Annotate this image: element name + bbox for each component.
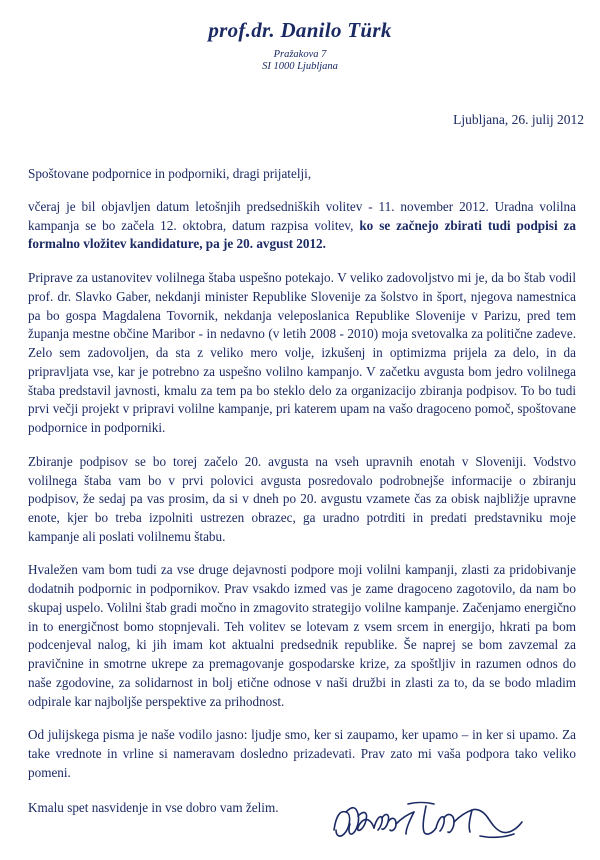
paragraph-text: Zbiranje podpisov se bo torej začelo 20. avgusta na vseh upravnih enotah v Sloveniji. Vodstvo volilnega štaba vam bo v prvi polovici avgusta posredovalo podrobnejše informacije o zbiranju podpisov, že sedaj pa vas prosim, da si v dneh po 20. avgustu vzamete čas za obisk najbližje upravne enote, kjer bo treba izpolniti ustrezen obrazec, ga uradno potrditi in predati predstavniku moje kampanje ali poslati volilnemu štabu. xyxy=(28,453,576,544)
letterhead-address-line2: SI 1000 Ljubljana xyxy=(262,61,338,72)
dateline: Ljubljana, 26. julij 2012 xyxy=(453,112,584,127)
paragraph-text: Hvaležen vam bom tudi za vse druge dejavnosti podpore moji volilni kampanji, zlasti za pridobivanje dodatnih podpornic in podpornikov. Prav vsakdo izmed vas je zame dragoceno zagotovilo, da nam bo skupaj uspelo. Volilni štab gradi močno in zmagovito strategijo volilne kampanje. Začenjamo energično in to energičnost bomo stopnjevali. Teh volitev se lotevam z vsem srcem in energijo, hkrati pa bom podcenjeval nalog, ki jih imam kot aktualni predsednik republike. Še naprej se bom zavzemal za pravičnine in smotrne ukrepe za premagovanje gospodarske krize, za spoštljiv in razumen odnos do naše zgodovine, za solidarnost in bolj etične odnose v naši družbi in zlasti za to, da se bodo mladim odpirale kar najboljše perspektive za prihodnost. xyxy=(28,562,576,709)
paragraph xyxy=(28,561,576,711)
greeting: Spoštovane podpornice in podporniki, dragi prijatelji, xyxy=(28,166,312,181)
paragraph-emphasis: ko se začnejo zbirati tudi podpisi za formalno vložitev kandidature, pa je 20. avgust 2012. xyxy=(28,217,576,252)
paragraph-text: včeraj je bil objavljen datum letošnjih predsedniških volitev - 11. november 2012. Uradna volilna kampanja se bo začela 12. oktobra, datum razpisa volitev, xyxy=(28,199,576,233)
paragraph xyxy=(28,269,576,438)
paragraph-list xyxy=(28,198,576,783)
paragraph xyxy=(28,453,576,547)
paragraph-text: Priprave za ustanovitev volilnega štaba uspešno potekajo. V veliko zadovoljstvo mi je, da bo štab vodil prof. dr. Slavko Gaber, nekdanji minister Republike Slovenije za šolstvo in šport, njegova namestnica pa bo gospa Magdalena Tovornik, nekdanja veleposlanica Republike Slovenije v Parizu, pred tem županja mestne občine Maribor - in nedavno (v letih 2008 - 2010) moja svetovalka za politične zadeve. Zelo sem zadovoljen, da sta z veliko mero volje, izkušenj in optimizma prijela za delo, in da pripravljata vse, kar je potrebno za uspešno volilno kampanjo. V začetku avgusta bom jedro volilnega štaba predstavil javnosti, kmalu za tem pa bo steklo delo za organizacijo zbiranja podpisov. To bo tudi prvi večji projekt v pripravi volilne kampanje, pri katerem upam na vašo dragoceno pomoč, spoštovane podpornice in podporniki. xyxy=(28,270,576,436)
letterhead-address-line1: Pražakova 7 xyxy=(273,49,327,60)
letterhead-name: prof.dr. Danilo Türk xyxy=(208,18,392,42)
letter-body xyxy=(0,166,600,816)
paragraph-text: Od julijskega pisma je naše vodilo jasno: ljudje smo, ker si zaupamo, ker upamo – in ker si upamo. Za take vrednote in vrline si nameravam dosledno prizadevati. Prav zato mi vaša podpora tako veliko pomeni. xyxy=(28,727,576,780)
letterhead xyxy=(0,0,600,72)
paragraph xyxy=(28,198,576,254)
closing-line: Kmalu spet nasvidenje in vse dobro vam želim. xyxy=(28,799,279,815)
paragraph xyxy=(28,726,576,782)
signature xyxy=(330,796,530,854)
